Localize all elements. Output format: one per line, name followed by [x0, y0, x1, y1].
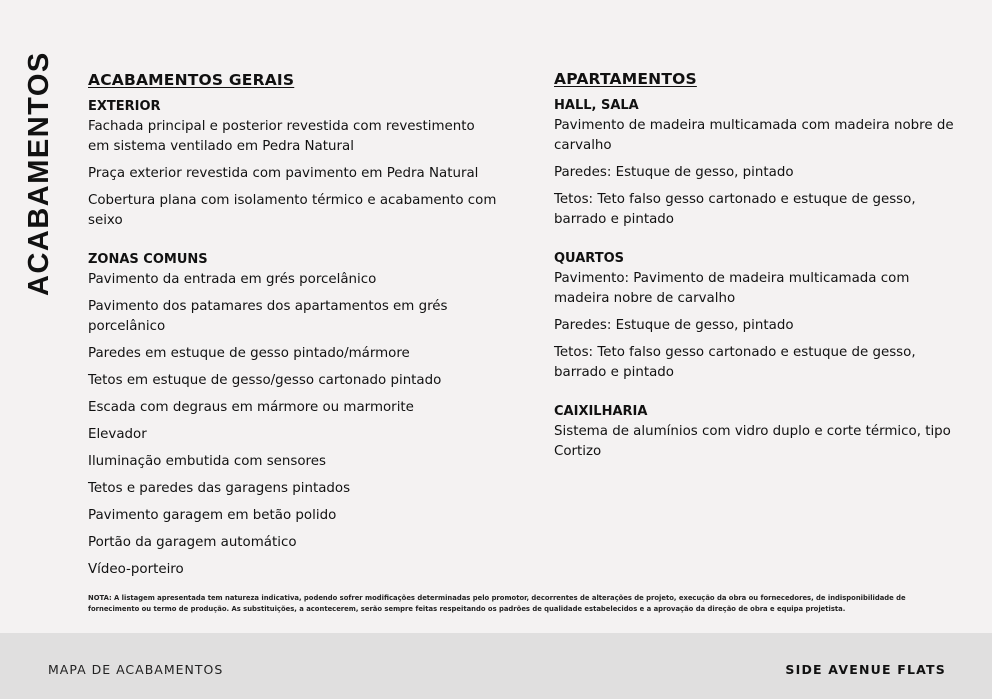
list-item: Portão da garagem automático [88, 535, 297, 550]
list-item: Paredes: Estuque de gesso, pintado [554, 318, 794, 333]
section-title: CAIXILHARIA [554, 404, 648, 419]
list-item: Vídeo-porteiro [88, 562, 184, 577]
section-hall-living [554, 97, 954, 230]
list-item: Pavimento da entrada em grés porcelânico [88, 272, 377, 287]
section-common-areas [88, 251, 498, 580]
section-title: QUARTOS [554, 251, 624, 266]
list-item: Praça exterior revestida com pavimento em Pedra Natural [88, 166, 479, 181]
list-item: Fachada principal e posterior revestida com revestimento em sistema ventilado em Pedra Natural [88, 119, 475, 154]
list-item: Tetos: Teto falso gesso cartonado e estuque de gesso, barrado e pintado [554, 345, 916, 380]
list-item: Escada com degraus em mármore ou marmorite [88, 400, 414, 415]
section-exterior [88, 98, 498, 231]
general-finishes-column [88, 70, 498, 600]
list-item: Pavimento: Pavimento de madeira multicamada com madeira nobre de carvalho [554, 271, 910, 306]
footer-bar [0, 633, 992, 699]
list-item: Cobertura plana com isolamento térmico e acabamento com seixo [88, 193, 497, 228]
section-title: HALL, SALA [554, 98, 639, 113]
list-item: Pavimento garagem em betão polido [88, 508, 337, 523]
footer-document-title: MAPA DE ACABAMENTOS [48, 662, 224, 677]
list-item: Tetos: Teto falso gesso cartonado e estuque de gesso, barrado e pintado [554, 192, 916, 227]
general-finishes-heading: ACABAMENTOS GERAIS [88, 71, 295, 89]
section-title: ZONAS COMUNS [88, 252, 208, 267]
list-item: Paredes em estuque de gesso pintado/mármore [88, 346, 410, 361]
list-item: Tetos em estuque de gesso/gesso cartonado pintado [88, 373, 442, 388]
section-bedrooms [554, 250, 954, 383]
list-item: Sistema de alumínios com vidro duplo e corte térmico, tipo Cortizo [554, 424, 951, 459]
disclaimer-note: NOTA: A listagem apresentada tem natureza indicativa, podendo sofrer modificações determinadas pelo promotor, decorrentes de alterações de projeto, execução da obra ou fornecedores, de indisponibilidade de fornecimento ou termo de produção. As substituições, a acontecerem, serão sempre feitas respeitando os padrões de qualidade estabelecidos e a aprovação da direção de obra e equipa projetista. [88, 594, 906, 613]
footer-project-name: SIDE AVENUE FLATS [785, 662, 946, 677]
list-item: Pavimento dos patamares dos apartamentos em grés porcelânico [88, 299, 448, 334]
section-title: EXTERIOR [88, 99, 161, 114]
list-item: Tetos e paredes das garagens pintados [88, 481, 351, 496]
list-item: Pavimento de madeira multicamada com madeira nobre de carvalho [554, 118, 954, 153]
apartments-column [554, 69, 954, 482]
section-window-frames [554, 403, 954, 462]
list-item: Paredes: Estuque de gesso, pintado [554, 165, 794, 180]
list-item: Elevador [88, 427, 147, 442]
side-title: ACABAMENTOS [23, 51, 55, 296]
apartments-heading: APARTAMENTOS [554, 70, 697, 88]
list-item: Iluminação embutida com sensores [88, 454, 326, 469]
